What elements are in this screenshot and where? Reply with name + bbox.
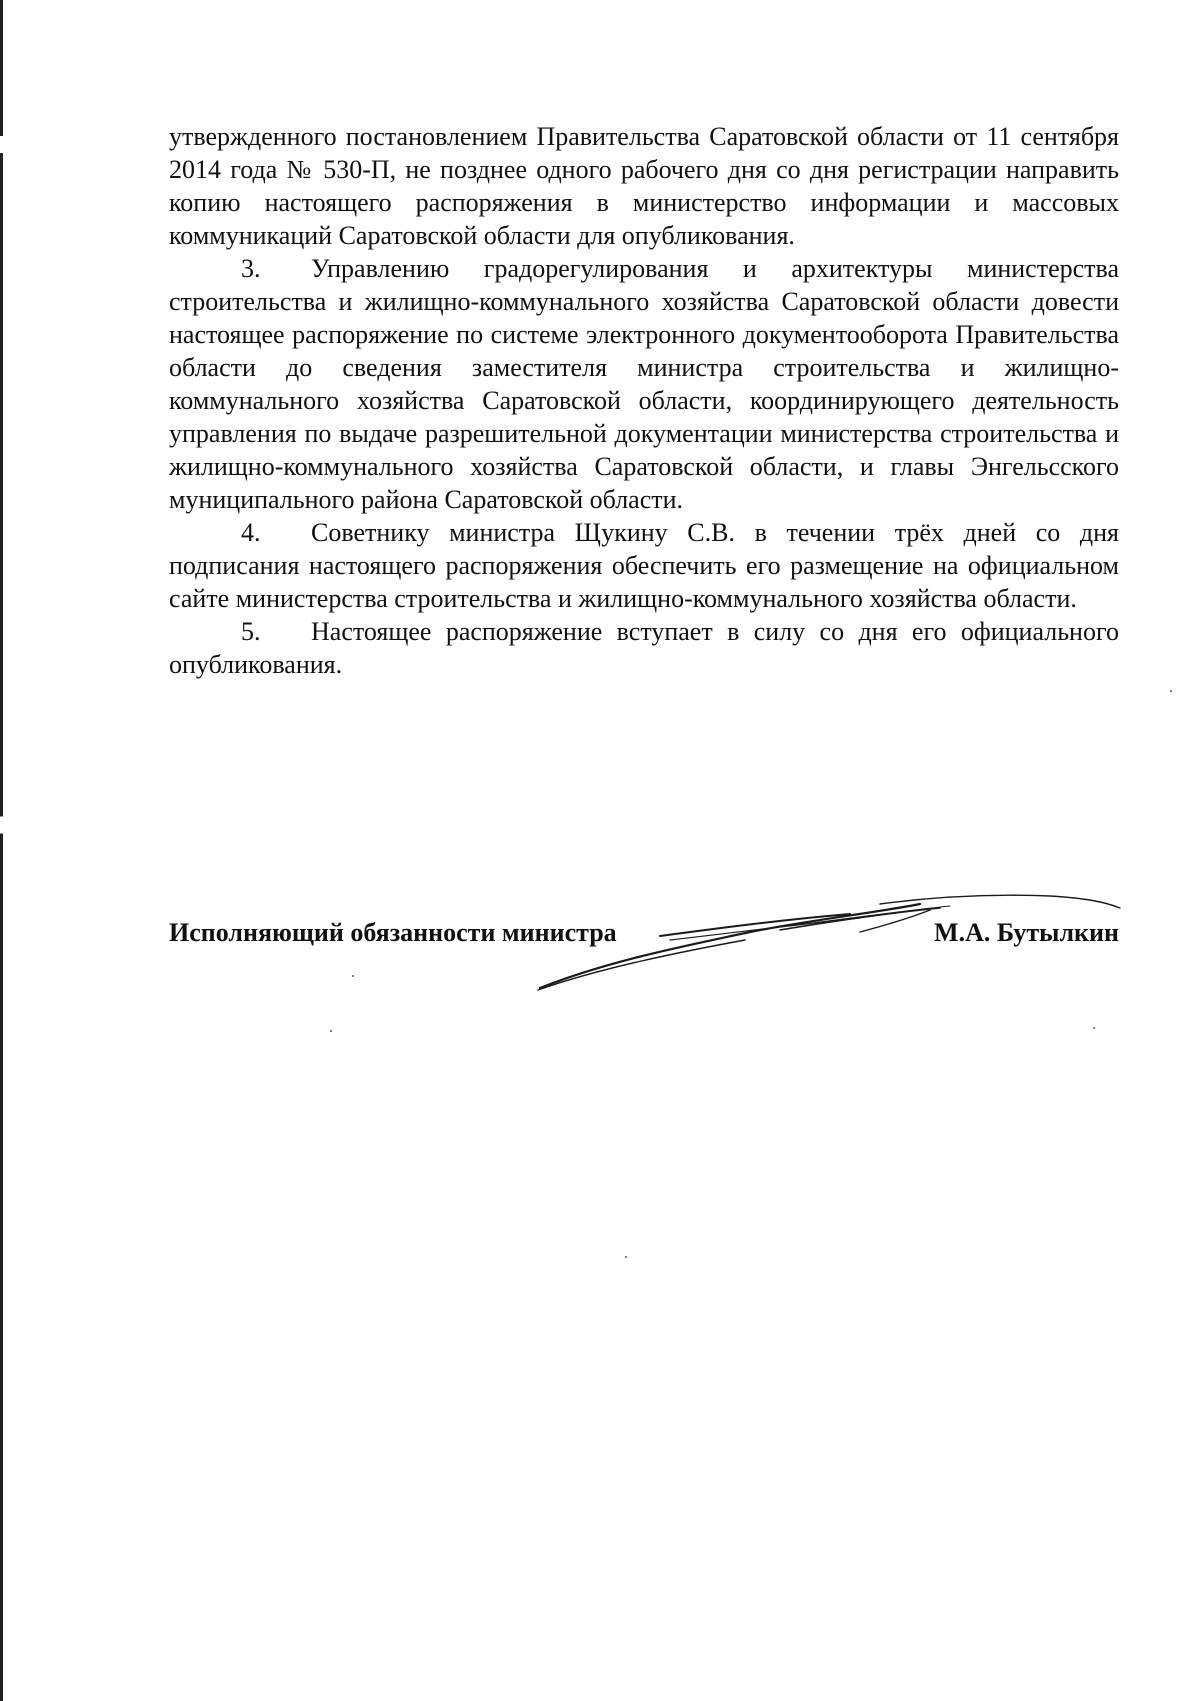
scan-speck <box>1170 690 1172 692</box>
item-number: 3. <box>241 254 261 283</box>
list-item <box>169 516 1119 615</box>
scan-speck <box>1093 1027 1095 1029</box>
item-text: Настоящее распоряжение вступает в силу со дня его официального опубликования. <box>169 617 1119 679</box>
item-text: Советнику министра Щукину С.В. в течении трёх дней со дня подписания настоящего распоряжения обеспечить его размещение на официальном сайте министерства строительства и жилищно-коммунального хозяйства области. <box>169 518 1119 613</box>
scan-speck <box>330 1030 332 1032</box>
document-body <box>169 120 1119 681</box>
signatory-name: М.А. Бутылкин <box>934 918 1119 947</box>
scanned-page-edge <box>0 0 3 1701</box>
scan-speck <box>352 975 354 977</box>
signatory-title: Исполняющий обязанности министра <box>169 918 617 947</box>
list-item <box>169 252 1119 516</box>
list-item <box>169 615 1119 681</box>
scan-speck <box>625 1256 627 1258</box>
item-number: 4. <box>241 518 261 547</box>
handwritten-signature <box>520 890 1140 1000</box>
item-text: Управлению градорегулирования и архитектуры министерства строительства и жилищно-коммунального хозяйства Саратовской области довести настоящее распоряжение по системе электронного документооборота Правительства области до сведения заместителя министра строительства и жилищно-коммунального хозяйства Саратовской области, координирующего деятельность управления по выдаче разрешительной документации министерства строительства и жилищно-коммунального хозяйства Саратовской области, и главы Энгельсского муниципального района Саратовской области. <box>169 254 1119 514</box>
intro-paragraph: утвержденного постановлением Правительства Саратовской области от 11 сентября 2014 года № 530-П, не позднее одного рабочего дня со дня регистрации направить копию настоящего распоряжения в министерство информации и массовых коммуникаций Саратовской области для опубликования. <box>169 122 1119 250</box>
item-number: 5. <box>241 617 261 646</box>
